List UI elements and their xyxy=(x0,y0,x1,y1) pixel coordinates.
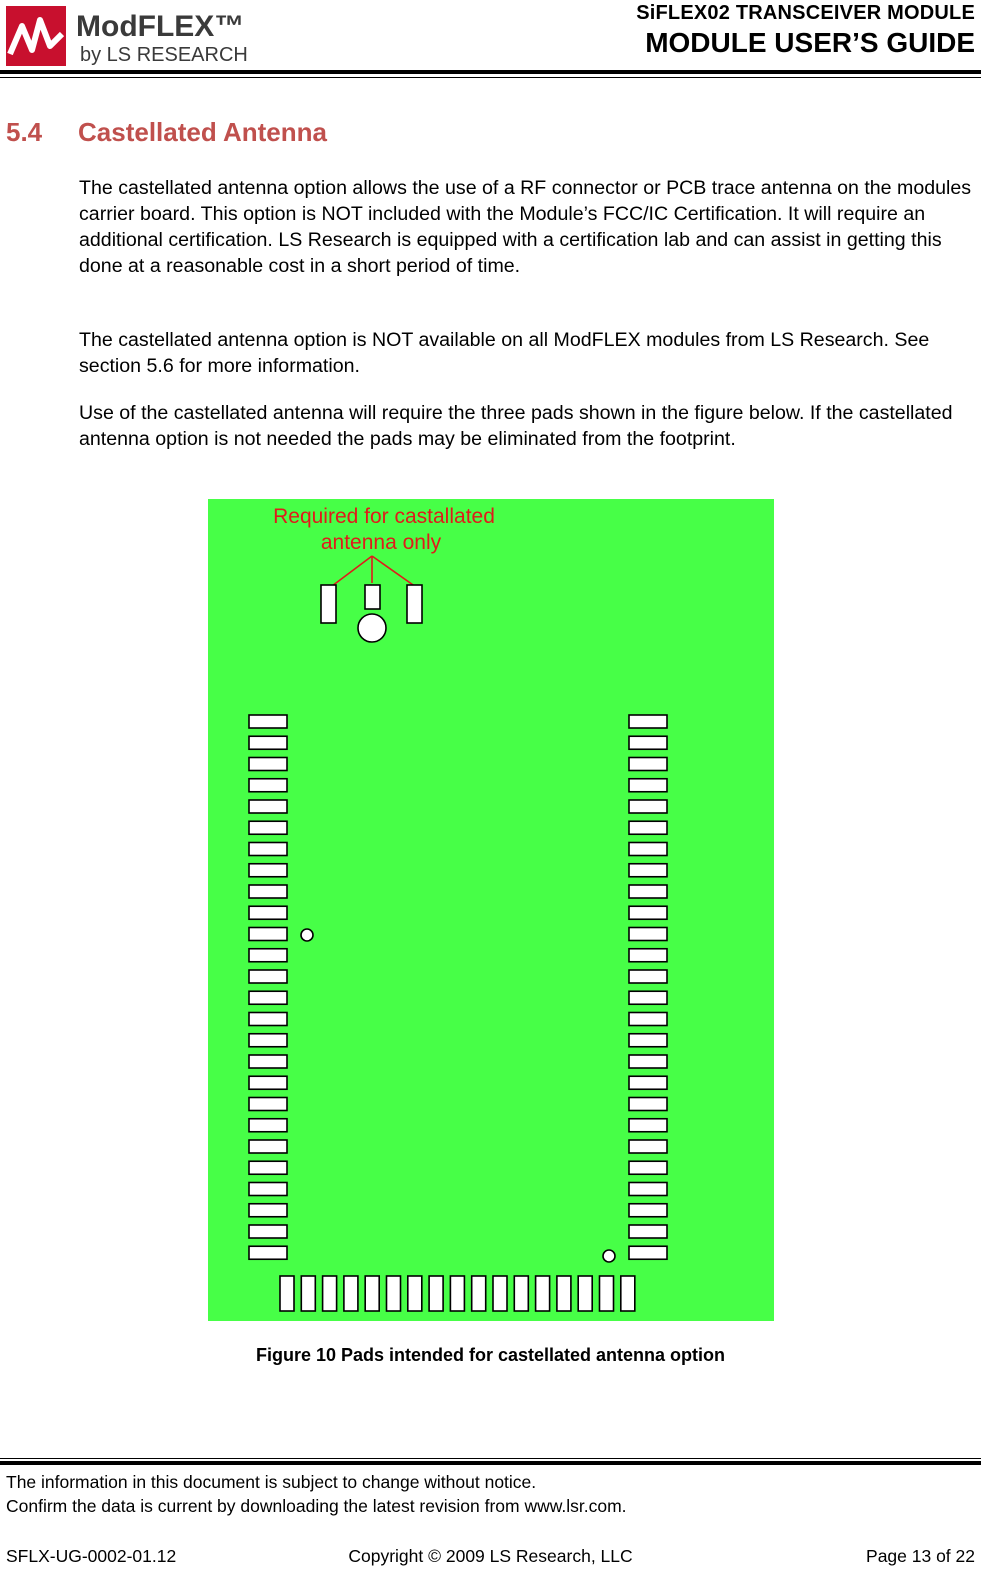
right-pad xyxy=(629,928,667,941)
left-pad xyxy=(249,736,287,749)
paragraph-3: Use of the castellated antenna will require the three pads shown in the figure below. If the castellated antenna option is not needed the pads may be eliminated from the footprint. xyxy=(79,402,953,450)
bottom-pad xyxy=(280,1276,294,1311)
bottom-pad xyxy=(301,1276,315,1311)
annotation-line-2: antenna only xyxy=(320,531,442,554)
section-number: 5.4 xyxy=(6,117,43,147)
left-pad xyxy=(249,864,287,877)
left-pad xyxy=(249,991,287,1004)
right-pad xyxy=(629,1055,667,1068)
left-pad xyxy=(249,906,287,919)
right-pad xyxy=(629,843,667,856)
bottom-pad xyxy=(600,1276,614,1311)
bottom-pad xyxy=(450,1276,464,1311)
footer-rule-thick xyxy=(0,1461,981,1465)
figure-caption: Figure 10 Pads intended for castellated antenna option xyxy=(255,1345,726,1365)
footer-notice-line-2: Confirm the data is current by downloading the latest revision from www.lsr.com. xyxy=(6,1496,627,1516)
right-pad xyxy=(629,1013,667,1026)
left-pad xyxy=(249,928,287,941)
header-guide-title: MODULE USER’S GUIDE xyxy=(645,27,975,58)
right-pad xyxy=(629,1246,667,1259)
antenna-via-hole xyxy=(358,614,386,642)
right-pad xyxy=(629,821,667,834)
left-pad xyxy=(249,821,287,834)
left-pad xyxy=(249,885,287,898)
bottom-pad xyxy=(408,1276,422,1311)
left-pad xyxy=(249,715,287,728)
mounting-hole xyxy=(301,929,313,941)
left-pad xyxy=(249,1225,287,1238)
left-pad xyxy=(249,1076,287,1089)
bottom-pad xyxy=(493,1276,507,1311)
right-pad xyxy=(629,1119,667,1132)
right-pad xyxy=(629,1204,667,1217)
left-pad xyxy=(249,1055,287,1068)
footer-doc-id: SFLX-UG-0002-01.12 xyxy=(6,1546,177,1566)
right-pad xyxy=(629,800,667,813)
footer-copyright: Copyright © 2009 LS Research, LLC xyxy=(348,1546,633,1566)
modflex-logo xyxy=(6,6,281,68)
bottom-pad xyxy=(621,1276,635,1311)
paragraph-2: The castellated antenna option is NOT available on all ModFLEX modules from LS Research. See section 5.6 for more information. xyxy=(79,329,930,377)
paragraph-1: The castellated antenna option allows the use of a RF connector or PCB trace antenna on the modules carrier board. This option is NOT included with the Module’s FCC/IC Certification. It will require an additional certification. LS Research is equipped with a certification lab and can assist in getting this done at a reasonable cost in a short period of time. xyxy=(79,177,972,277)
bottom-pad xyxy=(429,1276,443,1311)
right-pad xyxy=(629,1225,667,1238)
right-pad xyxy=(629,736,667,749)
right-pad xyxy=(629,1034,667,1047)
logo-byline: by LS RESEARCH xyxy=(80,44,248,66)
right-pad xyxy=(629,758,667,771)
right-pad xyxy=(629,991,667,1004)
right-pad xyxy=(629,1161,667,1174)
mounting-hole xyxy=(603,1250,615,1262)
left-pad xyxy=(249,970,287,983)
left-pad xyxy=(249,1140,287,1153)
annotation-line-1: Required for castallated xyxy=(273,505,495,528)
right-pad xyxy=(629,949,667,962)
left-pad xyxy=(249,1098,287,1111)
right-pad xyxy=(629,1076,667,1089)
logo-name: ModFLEX™ xyxy=(76,10,245,43)
left-pad xyxy=(249,1034,287,1047)
document-header-title xyxy=(636,0,975,60)
right-pad xyxy=(629,864,667,877)
pad-footprint-figure xyxy=(208,499,774,1321)
left-pad xyxy=(249,1161,287,1174)
bottom-pad-row xyxy=(280,1276,635,1311)
left-pad xyxy=(249,800,287,813)
right-pad xyxy=(629,1140,667,1153)
left-pad xyxy=(249,1183,287,1196)
footer-rule-thin xyxy=(0,1458,981,1459)
footer-notice-line-1: The information in this document is subject to change without notice. xyxy=(6,1472,537,1492)
bottom-pad xyxy=(514,1276,528,1311)
bottom-pad xyxy=(536,1276,550,1311)
right-pad xyxy=(629,1098,667,1111)
right-pad xyxy=(629,1183,667,1196)
left-pad xyxy=(249,779,287,792)
header-product: SiFLEX02 TRANSCEIVER MODULE xyxy=(636,2,975,24)
left-pad xyxy=(249,1119,287,1132)
left-pad xyxy=(249,843,287,856)
section-heading xyxy=(6,117,327,148)
right-pad xyxy=(629,715,667,728)
antenna-pad xyxy=(365,585,380,609)
bottom-pad xyxy=(323,1276,337,1311)
right-pad xyxy=(629,885,667,898)
left-pad xyxy=(249,758,287,771)
left-pad xyxy=(249,949,287,962)
right-pad xyxy=(629,906,667,919)
bottom-pad xyxy=(578,1276,592,1311)
header-rule-thin xyxy=(0,77,981,78)
right-pad xyxy=(629,970,667,983)
module-board xyxy=(208,499,774,1321)
left-pad xyxy=(249,1246,287,1259)
bottom-pad xyxy=(387,1276,401,1311)
antenna-pad xyxy=(407,585,422,623)
right-pad xyxy=(629,779,667,792)
bottom-pad xyxy=(344,1276,358,1311)
antenna-pad xyxy=(321,585,336,623)
bottom-pad xyxy=(365,1276,379,1311)
footer-page-number: Page 13 of 22 xyxy=(866,1546,975,1566)
left-pad xyxy=(249,1013,287,1026)
section-title: Castellated Antenna xyxy=(78,117,327,147)
left-pad xyxy=(249,1204,287,1217)
bottom-pad xyxy=(557,1276,571,1311)
bottom-pad xyxy=(472,1276,486,1311)
header-rule-thick xyxy=(0,70,981,74)
